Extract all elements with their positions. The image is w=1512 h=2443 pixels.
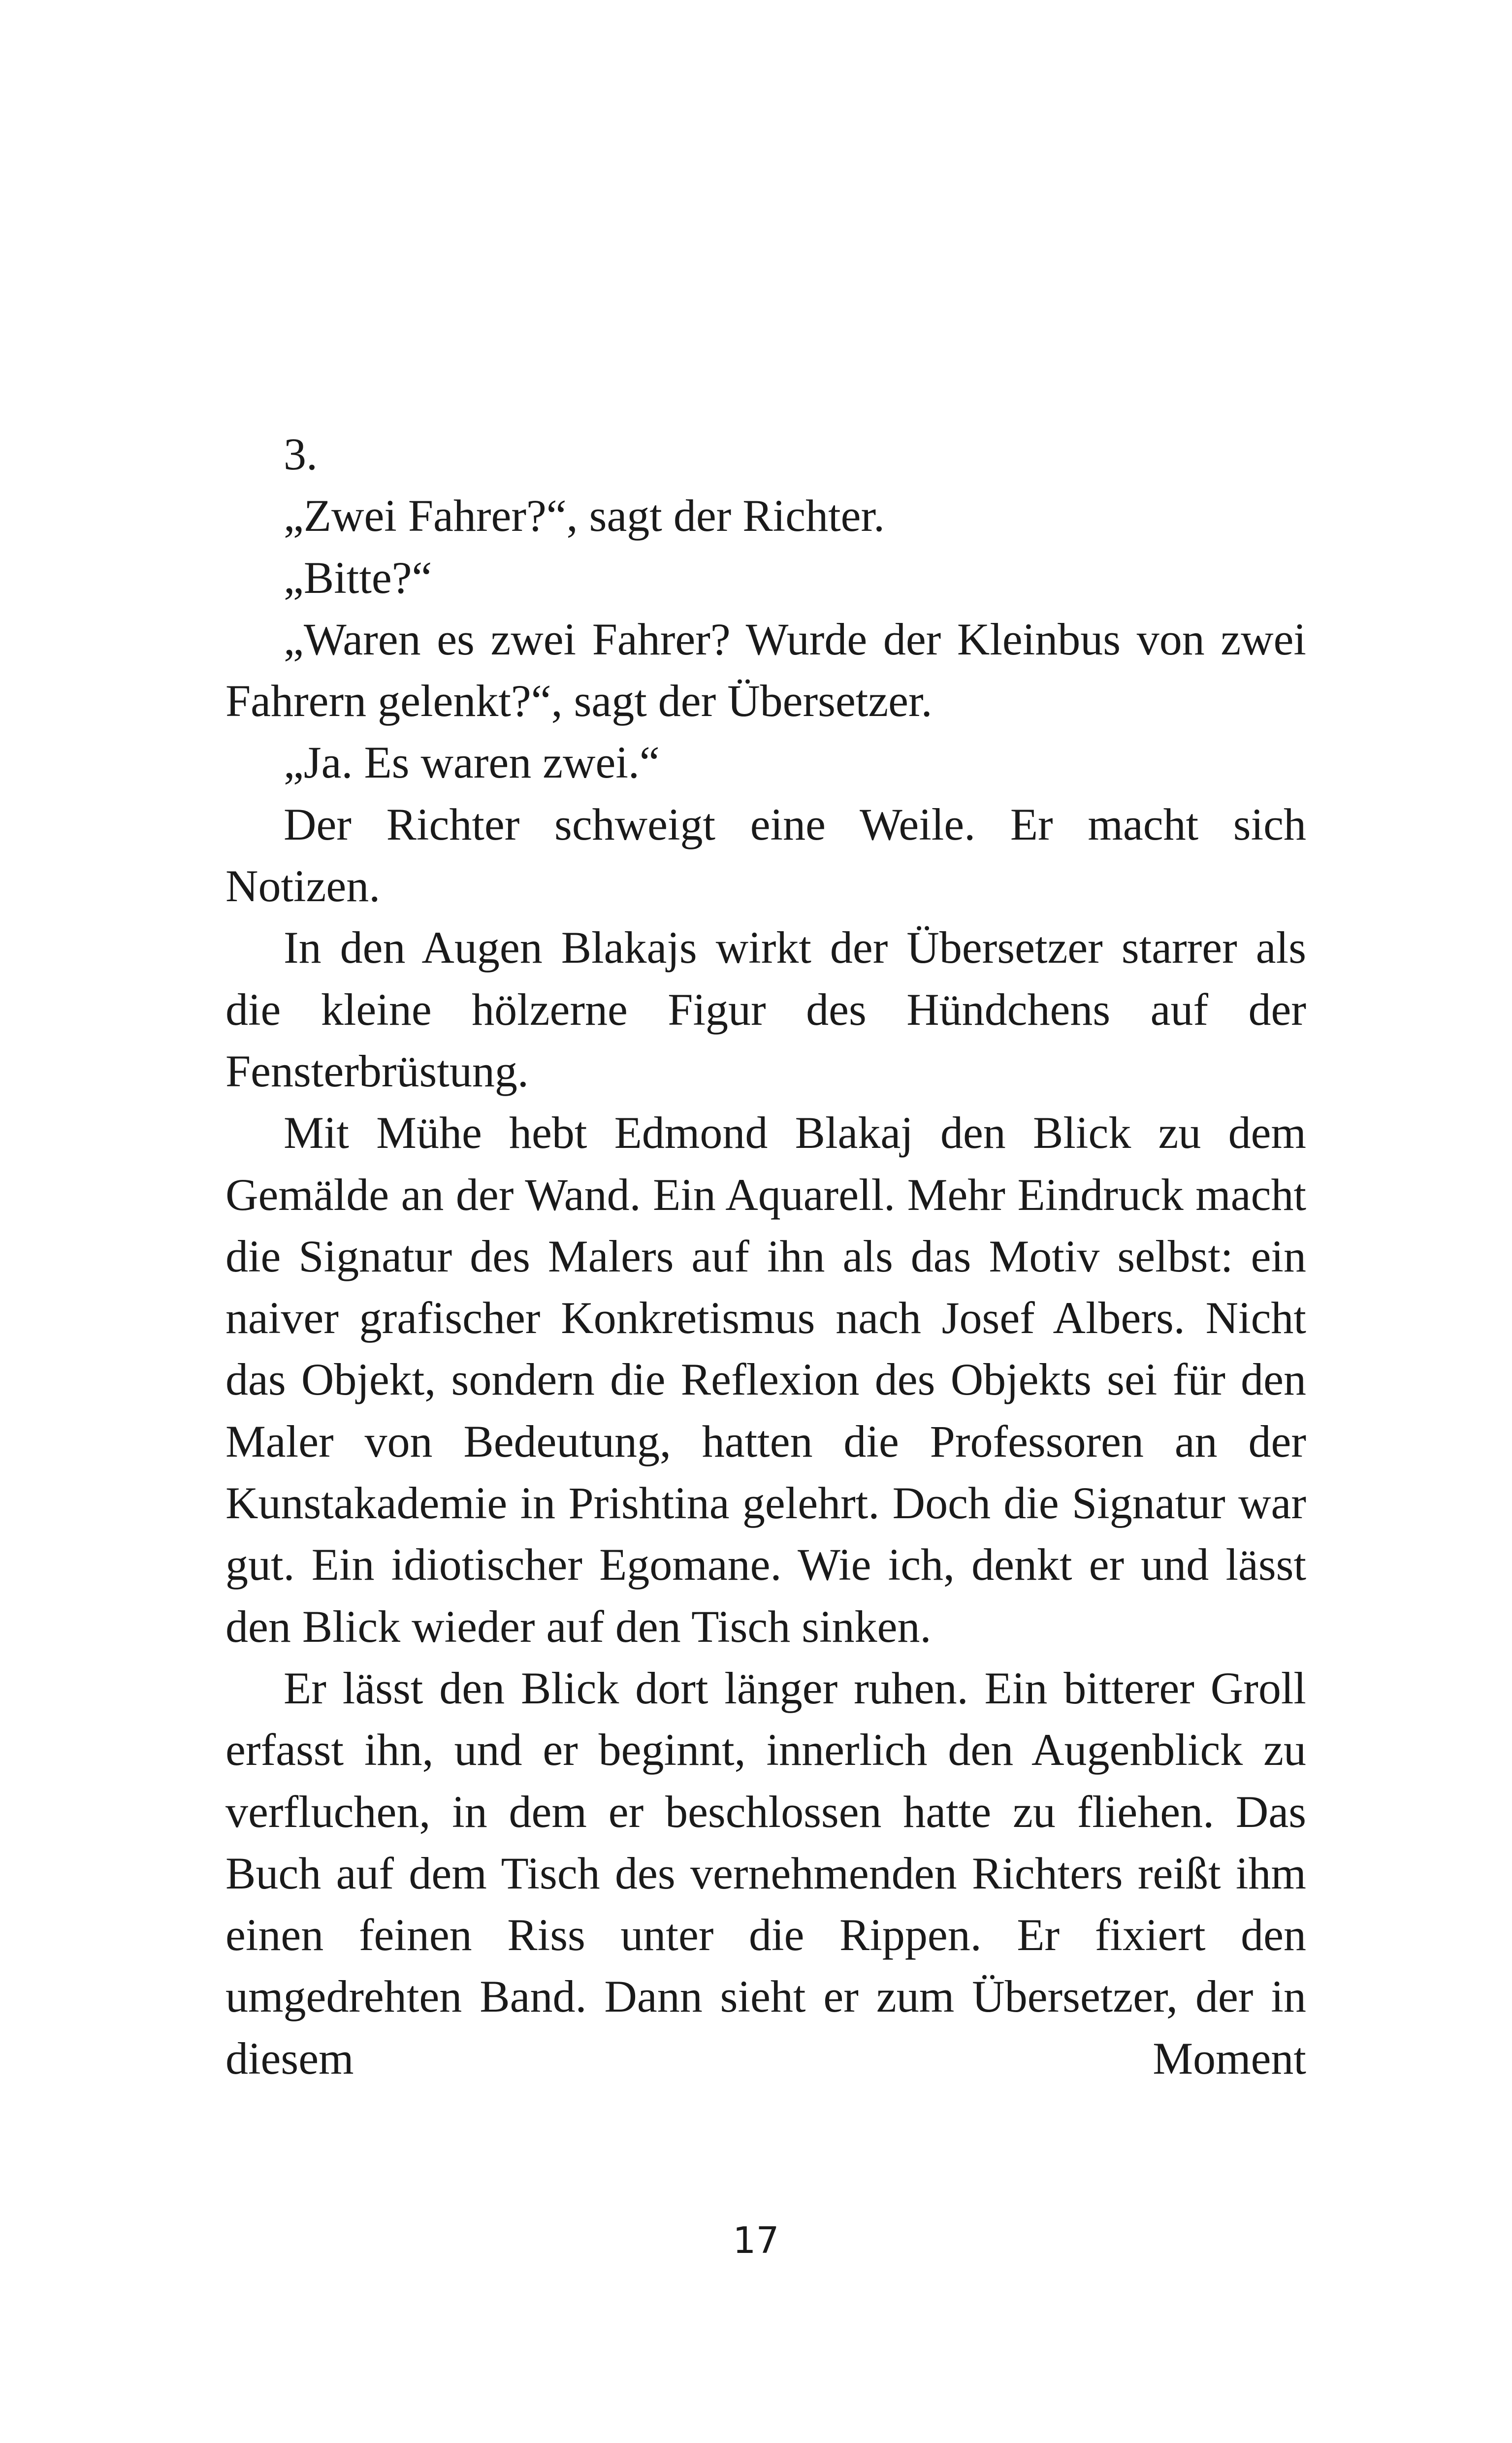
page-number: 17 xyxy=(733,2219,779,2262)
paragraph-5: Der Richter schweigt eine Weile. Er macht sich Notizen. xyxy=(225,799,1306,912)
paragraph-4: „Ja. Es waren zwei.“ xyxy=(284,737,660,788)
paragraph-3: „Waren es zwei Fahrer? Wurde der Kleinbus von zwei Fahrern gelenkt?“, sagt der Übersetzer. xyxy=(225,614,1306,726)
paragraph-1: „Zwei Fahrer?“, sagt der Richter. xyxy=(284,490,885,541)
paragraph-7: Mit Mühe hebt Edmond Blakaj den Blick zu dem Gemälde an der Wand. Ein Aquarell. Mehr Eindruck macht die Signatur des Malers auf ihn als das Motiv selbst: ein naiver grafischer Konkretismus nach Josef Albers. Nicht das Objekt, sondern die Reflexion des Objekts sei für den Maler von Bedeutung, hatten die Professoren an der Kunstakademie in Prishtina gelehrt. Doch die Signatur war gut. Ein idiotischer Egomane. Wie ich, denkt er und lässt den Blick wieder auf den Tisch sinken. xyxy=(225,1107,1306,1652)
paragraph-8: Er lässt den Blick dort länger ruhen. Ein bitterer Groll erfasst ihn, und er beginnt, innerlich den Augenblick zu verfluchen, in dem er beschlossen hatte zu fliehen. Das Buch auf dem Tisch des vernehmenden Richters reißt ihm einen feinen Riss unter die Rippen. Er fixiert den umgedrehten Band. Dann sieht er zum Übersetzer, der in diesem Moment xyxy=(225,1662,1306,2084)
paragraph-2: „Bitte?“ xyxy=(284,552,432,603)
chapter-number: 3. xyxy=(284,429,318,479)
body-text xyxy=(225,423,1306,2089)
paragraph-6: In den Augen Blakajs wirkt der Übersetzer starrer als die kleine hölzerne Figur des Hündchens auf der Fensterbrüstung. xyxy=(225,922,1306,1096)
